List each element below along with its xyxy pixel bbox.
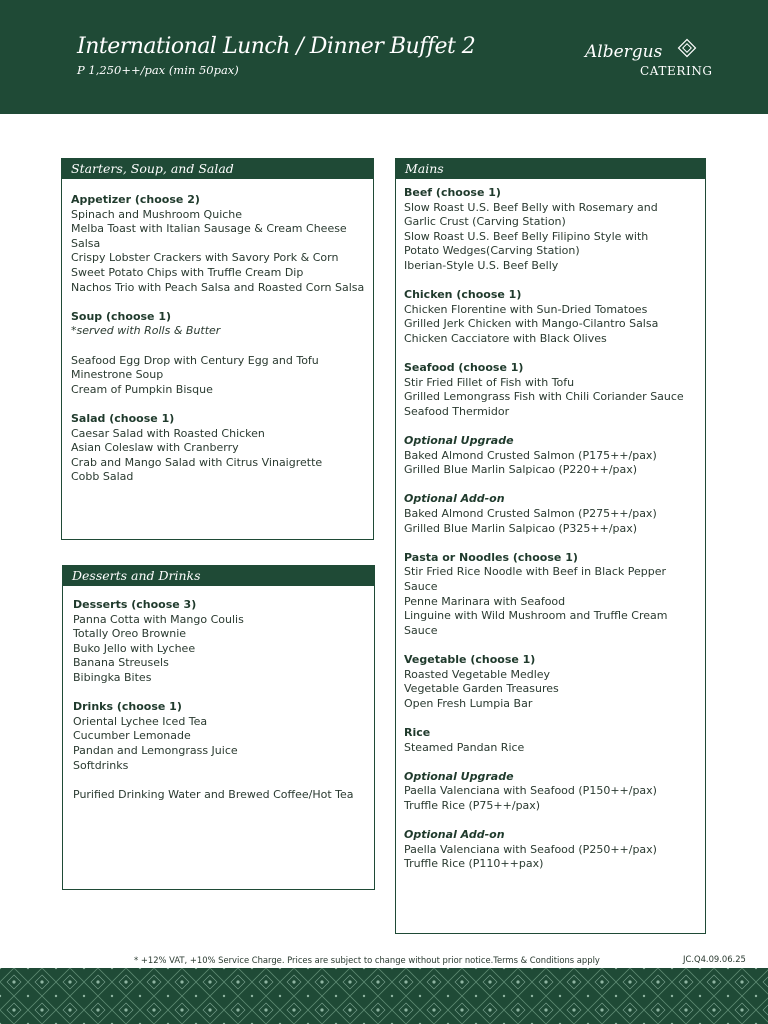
menu-item: Linguine with Wild Mushroom and Truffle Cream: [404, 609, 668, 623]
spacer: [73, 686, 354, 701]
menu-item: Stir Fried Rice Noodle with Beef in Black Pepper: [404, 565, 667, 579]
menu-item: Grilled Lemongrass Fish with Chili Coriander Sauce: [404, 390, 684, 404]
menu-item: Vegetable Garden Treasures: [404, 682, 559, 696]
menu-item: Bibingka Bites: [73, 670, 152, 684]
section-heading: Drinks (choose 1): [73, 700, 182, 714]
spacer: [404, 274, 684, 289]
menu-item: Sauce: [404, 623, 438, 637]
decorative-pattern-band: [0, 968, 768, 1024]
serving-note: *served with Rolls & Butter: [71, 324, 221, 338]
menu-item: Caesar Salad with Roasted Chicken: [71, 426, 265, 440]
menu-item: Paella Valenciana with Seafood (P150++/pax): [404, 784, 657, 798]
section-heading: Seafood (choose 1): [404, 361, 524, 375]
menu-item: Open Fresh Lumpia Bar: [404, 696, 533, 710]
section-heading: Appetizer (choose 2): [71, 193, 200, 206]
menu-item: Sweet Potato Chips with Truffle Cream Dip: [71, 265, 304, 279]
mains-box: [395, 158, 706, 934]
menu-item: Asian Coleslaw with Cranberry: [71, 441, 239, 455]
logo-subtitle: CATERING: [640, 64, 713, 78]
lattice-pattern: [0, 968, 768, 1024]
menu-item: Cucumber Lemonade: [73, 729, 191, 743]
header-banner: [0, 0, 768, 114]
menu-item: Chicken Florentine with Sun-Dried Tomatoes: [404, 302, 648, 316]
menu-item: Crab and Mango Salad with Citrus Vinaigrette: [71, 455, 323, 469]
menu-item: Grilled Blue Marlin Salpicao (P325++/pax): [404, 521, 638, 535]
optional-heading: Optional Upgrade: [404, 434, 514, 448]
menu-item: Seafood Egg Drop with Century Egg and Tofu: [71, 353, 319, 367]
starters-heading: Starters, Soup, and Salad: [62, 159, 373, 179]
section-heading: Beef (choose 1): [404, 186, 501, 199]
diamond-icon: [677, 38, 697, 58]
menu-item: Softdrinks: [73, 758, 129, 772]
menu-item: Steamed Pandan Rice: [404, 740, 525, 754]
section-heading: Rice: [404, 725, 431, 739]
menu-item: Stir Fried Fillet of Fish with Tofu: [404, 375, 575, 389]
menu-item: Garlic Crust (Carving Station): [404, 215, 566, 229]
menu-item: Sauce: [404, 580, 438, 594]
menu-item: Roasted Vegetable Medley: [404, 667, 551, 681]
section-heading: Vegetable (choose 1): [404, 653, 536, 666]
menu-item: Nachos Trio with Peach Salsa and Roasted Corn Salsa: [71, 280, 365, 294]
menu-item: Crispy Lobster Crackers with Savory Pork & Corn: [71, 251, 339, 265]
menu-item: Cream of Pumpkin Bisque: [71, 382, 213, 396]
menu-item: Chicken Cacciatore with Black Olives: [404, 331, 607, 345]
menu-item: Minestrone Soup: [71, 368, 164, 382]
menu-item: Truffle Rice (P110++pax): [404, 857, 544, 871]
price-subtitle: P 1,250++/pax (min 50pax): [77, 63, 239, 77]
menu-item: Slow Roast U.S. Beef Belly with Rosemary and: [404, 200, 658, 214]
spacer: [404, 814, 684, 829]
brand-logo: [585, 36, 730, 82]
spacer: [404, 420, 684, 435]
menu-item: Baked Almond Crusted Salmon (P175++/pax): [404, 448, 657, 462]
section-heading: Soup (choose 1): [71, 309, 172, 323]
spacer: [404, 478, 684, 493]
menu-item: Truffle Rice (P75++/pax): [404, 798, 541, 812]
spacer: [71, 397, 364, 412]
optional-heading: Optional Upgrade: [404, 769, 514, 783]
spacer: [73, 773, 354, 788]
footnote: * +12% VAT, +10% Service Charge. Prices are subject to change without prior notice.Terms & Conditions apply: [134, 955, 600, 965]
menu-item: Iberian-Style U.S. Beef Belly: [404, 258, 559, 272]
desserts-heading: Desserts and Drinks: [63, 566, 374, 586]
menu-item: Cobb Salad: [71, 470, 134, 484]
page-title: International Lunch / Dinner Buffet 2: [77, 34, 476, 59]
menu-item: Potato Wedges(Carving Station): [404, 244, 580, 258]
mains-list: [404, 186, 684, 872]
optional-heading: Optional Add-on: [404, 828, 505, 842]
menu-item: Baked Almond Crusted Salmon (P275++/pax): [404, 507, 657, 521]
spacer: [71, 339, 364, 354]
spacer: [404, 711, 684, 726]
starters-list: [71, 193, 364, 485]
section-heading: Pasta or Noodles (choose 1): [404, 550, 578, 564]
starters-box: [61, 158, 374, 540]
desserts-box: [62, 565, 375, 890]
menu-item: Grilled Blue Marlin Salpicao (P220++/pax): [404, 463, 638, 477]
spacer: [404, 638, 684, 653]
mains-heading: Mains: [396, 159, 705, 179]
document-code: JC.Q4.09.06.25: [683, 954, 746, 964]
logo-script: Albergus: [585, 42, 663, 62]
section-heading: Salad (choose 1): [71, 411, 175, 425]
menu-item: Banana Streusels: [73, 656, 169, 670]
menu-item: Melba Toast with Italian Sausage & Cream Cheese: [71, 222, 347, 236]
spacer: [404, 536, 684, 551]
menu-item: Spinach and Mushroom Quiche: [71, 207, 243, 221]
menu-item: Grilled Jerk Chicken with Mango-Cilantro Salsa: [404, 317, 659, 331]
spacer: [71, 295, 364, 310]
menu-item: Seafood Thermidor: [404, 404, 510, 418]
optional-heading: Optional Add-on: [404, 492, 505, 506]
menu-item: Totally Oreo Brownie: [73, 627, 187, 641]
spacer: [404, 755, 684, 770]
section-heading: Chicken (choose 1): [404, 288, 522, 302]
menu-item: Purified Drinking Water and Brewed Coffee/Hot Tea: [73, 787, 354, 801]
menu-item: Paella Valenciana with Seafood (P250++/pax): [404, 842, 657, 856]
menu-item: Salsa: [71, 236, 101, 250]
section-heading: Desserts (choose 3): [73, 598, 197, 611]
menu-item: Panna Cotta with Mango Coulis: [73, 612, 244, 626]
spacer: [404, 347, 684, 362]
menu-item: Penne Marinara with Seafood: [404, 594, 566, 608]
desserts-list: [73, 598, 354, 802]
menu-item: Oriental Lychee Iced Tea: [73, 714, 208, 728]
menu-item: Slow Roast U.S. Beef Belly Filipino Style with: [404, 229, 649, 243]
menu-item: Buko Jello with Lychee: [73, 641, 196, 655]
menu-item: Pandan and Lemongrass Juice: [73, 743, 238, 757]
